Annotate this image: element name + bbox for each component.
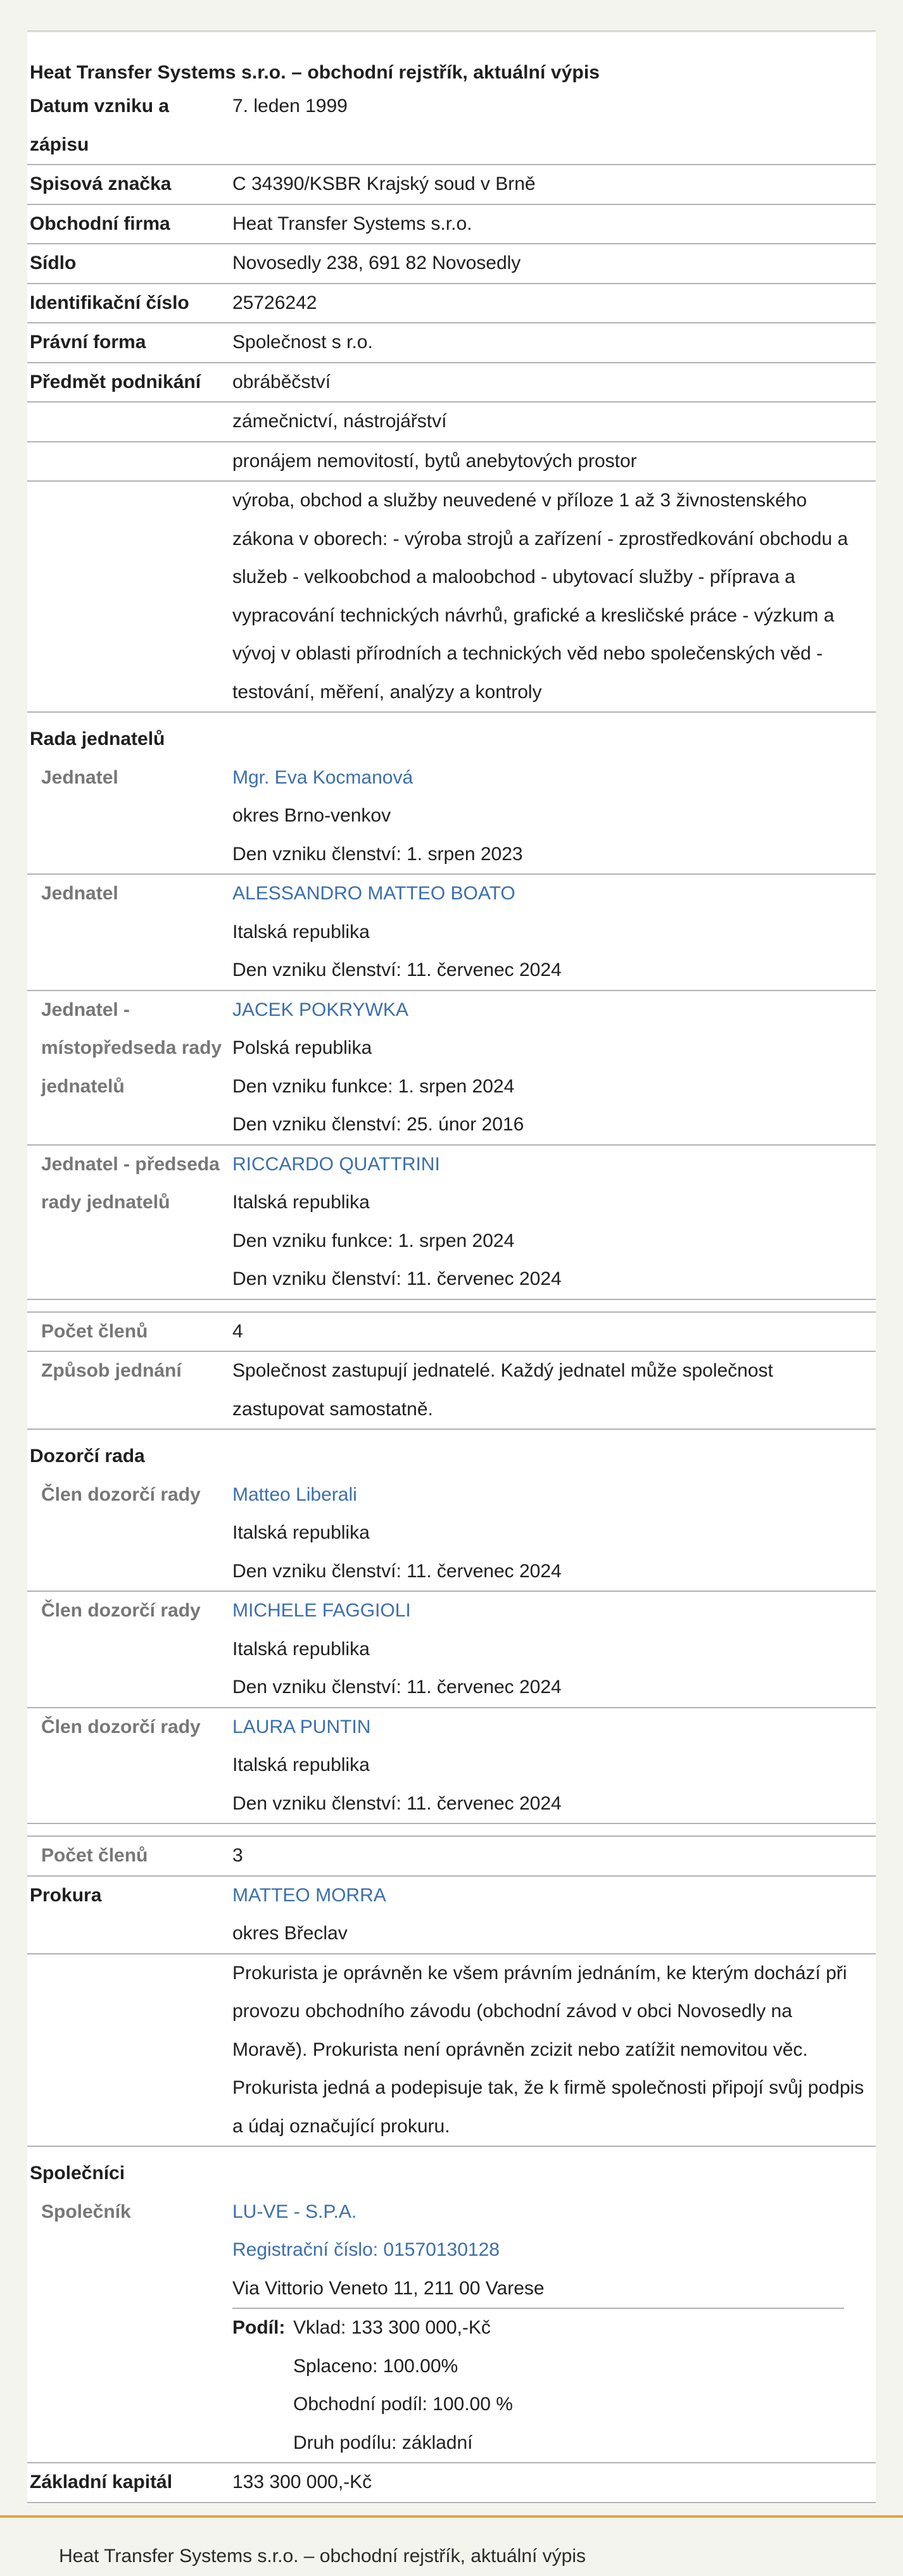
- label-board-count: Počet členů: [41, 1320, 148, 1342]
- label-legal-form: Právní forma: [30, 332, 146, 353]
- share-detail: Vklad: 133 300 000,-Kč: [293, 2317, 491, 2338]
- row-business: [27, 363, 876, 403]
- value-acting-method: Společnost zastupují jednatelé. Každý jednatel může společnost zastupovat samostatně.: [232, 1360, 773, 1420]
- value-supervisory-count: 3: [232, 1845, 243, 1866]
- member-role: Jednatel: [41, 883, 118, 904]
- row-founded: [27, 87, 876, 165]
- share-detail: Splaceno: 100.00%: [293, 2355, 458, 2377]
- page-title: Heat Transfer Systems s.r.o. – obchodní rejstřík, aktuální výpis: [30, 62, 600, 83]
- board-member: [27, 875, 876, 991]
- section-supervisory: Dozorčí rada: [30, 1446, 145, 1466]
- label-procura: Prokura: [30, 1884, 102, 1906]
- supervisory-member: [27, 1708, 876, 1825]
- member-detail: Italská republika: [232, 1522, 370, 1543]
- member-detail: Den vzniku funkce: 1. srpen 2024: [232, 1075, 515, 1097]
- procura-note: Prokurista je oprávněn ke všem právním jednáním, ke kterým dochází při provozu obchodního závodu (obchodní závod v obci Novosedly na Moravě). Prokurista není oprávněn zcizit nebo zatížit nemovitou věc. Prokurista jedná a podepisuje tak, že k firmě společnosti připojí svůj podpis a údaj označující prokuru.: [232, 1962, 864, 2137]
- member-detail: Italská republika: [232, 1638, 370, 1660]
- member-role: Jednatel - místopředseda rady jednatelů: [41, 999, 222, 1097]
- row-business: [27, 403, 876, 442]
- partner: [27, 2193, 876, 2464]
- label-business: Předmět podnikání: [30, 371, 201, 392]
- member-name-link[interactable]: Matteo Liberali: [232, 1484, 357, 1505]
- row-procura-note: [27, 1954, 876, 2148]
- member-detail: Den vzniku členství: 11. červenec 2024: [232, 1560, 562, 1582]
- value-company-name: Heat Transfer Systems s.r.o.: [232, 213, 472, 234]
- member-detail: Den vzniku členství: 25. únor 2016: [232, 1114, 524, 1135]
- row-company-name: [27, 205, 876, 245]
- spacer: [27, 1300, 876, 1311]
- row-file-number: [27, 165, 876, 205]
- business-item: zámečnictví, nástrojářství: [232, 411, 447, 432]
- partner-name-link[interactable]: LU-VE - S.P.A.: [232, 2201, 357, 2222]
- member-name-link[interactable]: RICCARDO QUATTRINI: [232, 1153, 440, 1175]
- label-founded: Datum vzniku a zápisu: [30, 96, 170, 155]
- board-member: [27, 991, 876, 1146]
- value-legal-form: Společnost s r.o.: [232, 332, 373, 353]
- member-name-link[interactable]: JACEK POKRYWKA: [232, 999, 408, 1020]
- value-board-count: 4: [232, 1320, 243, 1342]
- row-board-count: [27, 1311, 876, 1353]
- partner-reg-link[interactable]: Registrační číslo: 01570130128: [232, 2239, 500, 2260]
- member-detail: Den vzniku členství: 11. červenec 2024: [232, 1792, 562, 1814]
- member-detail: okres Brno-venkov: [232, 805, 391, 826]
- procura-district: okres Břeclav: [232, 1923, 348, 1944]
- top-divider: [27, 30, 876, 32]
- business-item: pronájem nemovitostí, bytů anebytových prostor: [232, 450, 637, 472]
- row-business: [27, 442, 876, 482]
- share-label: Podíl:: [232, 2317, 286, 2338]
- member-name-link[interactable]: LAURA PUNTIN: [232, 1716, 371, 1737]
- row-legal-form: [27, 323, 876, 363]
- supervisory-member: [27, 1592, 876, 1708]
- value-id-number: 25726242: [232, 292, 317, 313]
- member-role: Člen dozorčí rady: [41, 1600, 201, 1621]
- value-file-number: C 34390/KSBR Krajský soud v Brně: [232, 173, 536, 194]
- label-capital: Základní kapitál: [30, 2472, 173, 2492]
- label-supervisory-count: Počet členů: [41, 1845, 148, 1866]
- member-detail: Italská republika: [232, 1754, 370, 1775]
- member-role: Jednatel: [41, 766, 118, 788]
- label-id-number: Identifikační číslo: [30, 292, 189, 313]
- member-detail: Den vzniku členství: 11. červenec 2024: [232, 1677, 562, 1698]
- board-member: [27, 759, 876, 875]
- member-detail: Den vzniku členství: 11. červenec 2024: [232, 1268, 562, 1289]
- supervisory-member: [27, 1476, 876, 1592]
- register-extract: [27, 33, 876, 2504]
- row-seat: [27, 244, 876, 284]
- value-capital: 133 300 000,-Kč: [232, 2472, 372, 2492]
- member-detail: Den vzniku členství: 11. červenec 2024: [232, 960, 562, 980]
- member-detail: Italská republika: [232, 1192, 370, 1213]
- share-block: [232, 2308, 844, 2462]
- member-role: Člen dozorčí rady: [41, 1484, 201, 1505]
- footer-divider: [0, 2515, 903, 2518]
- member-detail: Den vzniku funkce: 1. srpen 2024: [232, 1230, 515, 1251]
- row-procura: [27, 1877, 876, 1954]
- member-detail: Polská republika: [232, 1037, 372, 1058]
- member-detail: Italská republika: [232, 921, 370, 942]
- share-detail: Obchodní podíl: 100.00 %: [293, 2394, 513, 2415]
- extract-table: [27, 87, 876, 2503]
- business-item: výroba, obchod a služby neuvedené v příloze 1 až 3 živnostenského zákona v oborech: - výroba strojů a zařízení - zprostředkování obchodu a služeb - velkoobchod a maloobchod - ubytovací služby - příprava a vypracování technických návrhů, grafické a kresličské práce - výzkum a vývoj v oblasti přírodních a technických věd nebo společenských věd - testování, měření, analýzy a kontroly: [232, 490, 849, 703]
- member-role: Jednatel - předseda rady jednatelů: [41, 1153, 220, 1213]
- member-name-link[interactable]: Mgr. Eva Kocmanová: [232, 766, 414, 788]
- value-seat: Novosedly 238, 691 82 Novosedly: [232, 253, 521, 273]
- label-empty: [27, 442, 232, 481]
- value-founded: 7. leden 1999: [232, 96, 348, 116]
- section-partners: Společníci: [30, 2163, 125, 2184]
- spacer: [27, 1824, 876, 1835]
- row-capital: [27, 2463, 876, 2503]
- section-board: Rada jednatelů: [30, 728, 165, 749]
- row-acting-method: [27, 1352, 876, 1430]
- label-empty: [27, 482, 232, 711]
- label-empty: [27, 403, 232, 441]
- row-business: [27, 482, 876, 713]
- label-file-number: Spisová značka: [30, 173, 172, 194]
- share-detail: Druh podílu: základní: [293, 2432, 473, 2453]
- label-empty: [27, 1954, 232, 2146]
- partner-role: Společník: [41, 2201, 131, 2222]
- row-supervisory-count: [27, 1835, 876, 1877]
- board-member: [27, 1146, 876, 1300]
- business-item: obráběčství: [232, 371, 331, 392]
- member-name-link[interactable]: ALESSANDRO MATTEO BOATO: [232, 883, 515, 904]
- footer-title: Heat Transfer Systems s.r.o. – obchodní rejstřík, aktuální výpis: [59, 2546, 586, 2567]
- procura-name-link[interactable]: MATTEO MORRA: [232, 1884, 386, 1906]
- member-role: Člen dozorčí rady: [41, 1716, 201, 1737]
- partner-address: Via Vittorio Veneto 11, 211 00 Varese: [232, 2277, 545, 2299]
- label-company-name: Obchodní firma: [30, 213, 170, 234]
- label-acting-method: Způsob jednání: [41, 1360, 182, 1381]
- member-detail: Den vzniku členství: 1. srpen 2023: [232, 843, 523, 865]
- member-name-link[interactable]: MICHELE FAGGIOLI: [232, 1600, 411, 1621]
- row-id-number: [27, 284, 876, 324]
- label-seat: Sídlo: [30, 253, 77, 273]
